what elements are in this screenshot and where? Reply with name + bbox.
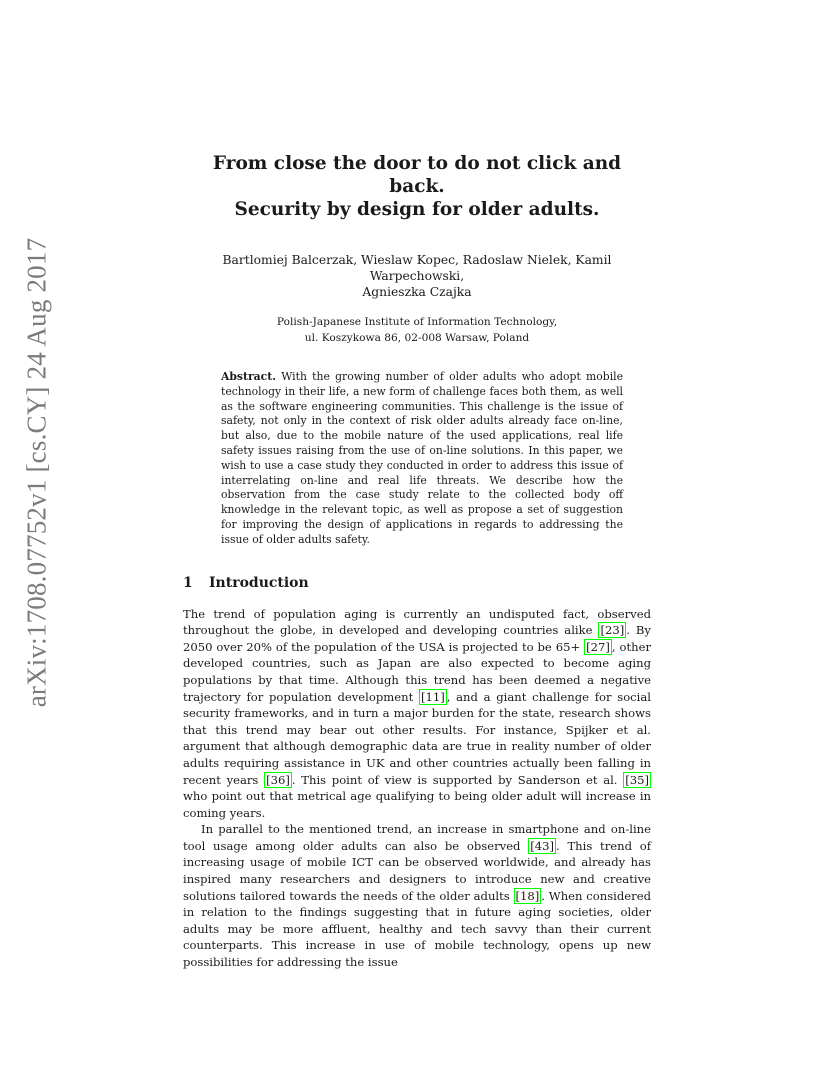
paper-page	[183, 152, 651, 971]
paragraph-text: , other developed countries, such as Japan are also expected to become aging populations by that time. Although this trend has been deemed a negative trajectory for population development	[183, 639, 651, 704]
citation-link[interactable]: [18]	[515, 888, 540, 903]
citation-link[interactable]: [11]	[420, 689, 445, 704]
citation-link[interactable]: [35]	[625, 772, 649, 787]
section-title: Introduction	[209, 574, 309, 591]
author-list	[183, 252, 651, 300]
arxiv-identifier	[14, 237, 60, 707]
abstract	[221, 370, 623, 548]
paragraph-text: who point out that metrical age qualifying to being older adult will increase in coming years.	[183, 789, 651, 820]
paragraph-1	[183, 606, 651, 822]
citation-link[interactable]: [36]	[266, 772, 290, 787]
paragraph-text: , and a giant challenge for social security frameworks, and in turn a major burden for the state, research shows that this trend may bear out other results. For instance, Spijker et al. argument that although demographic data are true in reality number of older adults requiring assistance in UK and other countries actually been falling in recent years	[183, 689, 652, 787]
authors-line-1: Bartlomiej Balcerzak, Wieslaw Kopec, Radoslaw Nielek, Kamil Warpechowski,	[222, 253, 612, 283]
abstract-label: Abstract.	[221, 370, 276, 383]
paragraph-text: . This point of view is supported by Sanderson et al.	[291, 772, 624, 787]
affiliation-line-2: ul. Koszykowa 86, 02-008 Warsaw, Poland	[304, 332, 530, 344]
section-body	[183, 606, 651, 971]
paragraph-text: . This trend of increasing usage of mobile ICT can be observed worldwide, and already has inspired many researchers and designers to introduce new and creative solutions tailored towards the needs of the older adults	[183, 838, 651, 903]
section-number: 1	[183, 574, 193, 591]
paragraph-text: . When considered in relation to the findings suggesting that in future aging societies, older adults may be more affluent, healthy and tech savvy than their current counterparts. This increase in use of mobile technology, opens up new possibilities for addressing the issue	[183, 888, 651, 970]
paragraph-2	[183, 821, 651, 970]
citation-link[interactable]: [23]	[600, 623, 625, 638]
paper-title-line-2: Security by design for older adults.	[234, 199, 600, 220]
paper-title-line-1: From close the door to do not click and back.	[212, 153, 622, 197]
paper-title	[183, 152, 651, 221]
affiliation-line-1: Polish-Japanese Institute of Information Technology,	[276, 316, 558, 328]
authors-line-2: Agnieszka Czajka	[362, 285, 472, 299]
abstract-text: With the growing number of older adults who adopt mobile technology in their life, a new form of challenge faces both them, as well as the software engineering communities. This challenge is the issue of safety, not only in the context of risk older adults already face on-line, but also, due to the mobile nature of the used applications, real life safety issues raising from the use of on-line solutions. In this paper, we wish to use a case study they conducted in order to address this issue of interrelating on-line and real life threats. We describe how the observation from the case study relate to the collected body off knowledge in the relevant topic, as well as propose a set of suggestion for improving the design of applications in regards to addressing the issue of older adults safety.	[221, 370, 623, 546]
arxiv-identifier-text: arXiv:1708.07752v1 [cs.CY] 24 Aug 2017	[21, 237, 52, 707]
section-heading-introduction	[183, 574, 651, 592]
affiliation	[183, 314, 651, 346]
paragraph-text: . By 2050 over 20% of the population of the USA is projected to be 65+	[183, 623, 651, 654]
citation-link[interactable]: [43]	[530, 838, 555, 853]
citation-link[interactable]: [27]	[586, 639, 610, 654]
paragraph-text: The trend of population aging is currently an undisputed fact, observed throughout the globe, in developed and developing countries alike	[183, 606, 651, 638]
paragraph-text: In parallel to the mentioned trend, an increase in smartphone and on-line tool usage among older adults can also be observed	[183, 822, 651, 853]
